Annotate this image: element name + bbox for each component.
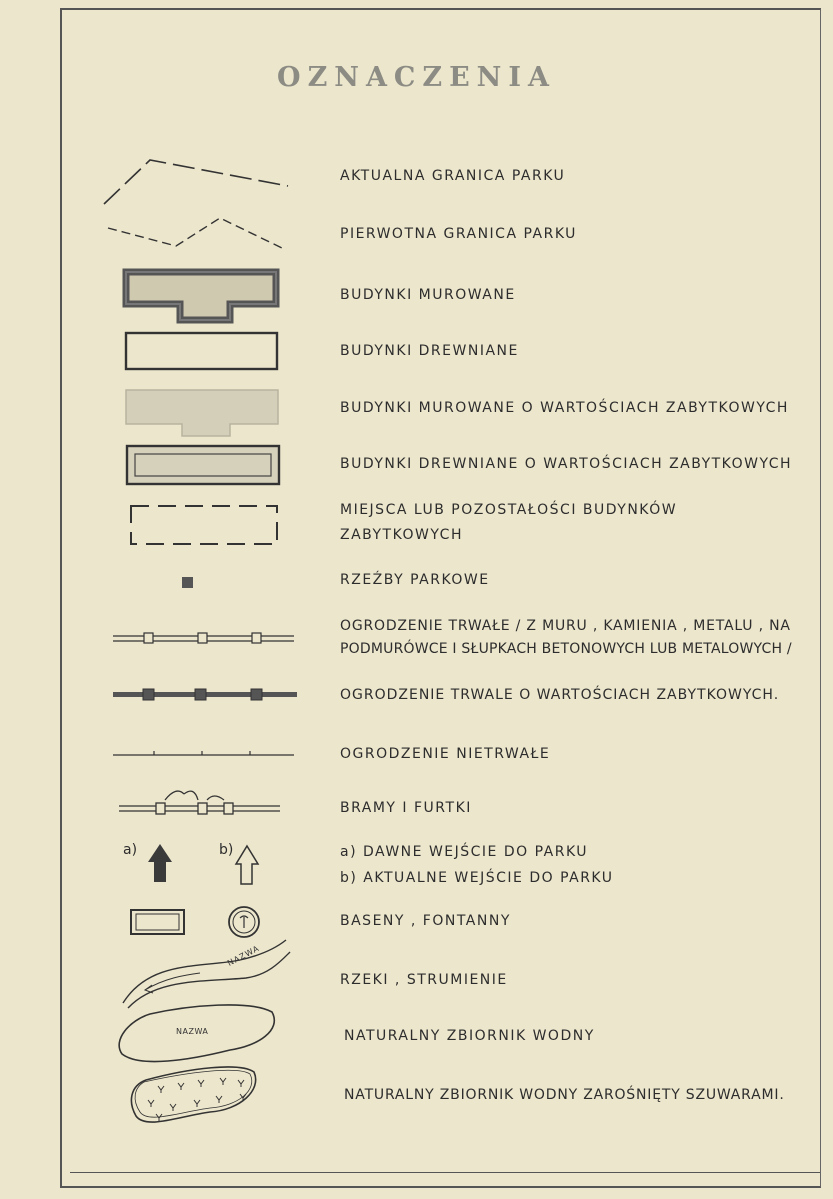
reed-pond-icon <box>131 1067 255 1122</box>
label-temporary-fence: OGRODZENIE NIETRWAŁE <box>340 746 551 762</box>
temporary-fence-icon <box>113 751 294 755</box>
historic-brick-building-icon <box>126 390 278 436</box>
historic-wooden-building-icon <box>127 446 279 484</box>
current-park-boundary-icon <box>104 160 288 204</box>
river-name-text: NAZWA <box>226 943 262 968</box>
entrance-mark-b: b) <box>219 842 234 858</box>
label-current-entrance: b) AKTUALNE WEJŚCIE DO PARKU <box>340 870 614 886</box>
brick-building-icon <box>126 272 276 320</box>
label-pools-fountains: BASENY , FONTANNY <box>340 913 511 929</box>
entrance-arrows-icon <box>148 844 258 884</box>
label-historic-building-remains: MIEJSCA LUB POZOSTAŁOŚCI BUDYNKÓW <box>340 502 678 518</box>
label-reed-pond: NATURALNY ZBIORNIK WODNY ZAROŚNIĘTY SZUWARAMI. <box>344 1087 785 1103</box>
label-historic-brick-buildings: BUDYNKI MUROWANE O WARTOŚCIACH ZABYTKOWYCH <box>340 400 789 416</box>
park-sculpture-icon <box>182 577 193 588</box>
label-current-park-boundary: AKTUALNA GRANICA PARKU <box>340 168 566 184</box>
historic-permanent-fence-icon <box>113 689 297 700</box>
gates-icon <box>119 791 280 814</box>
pond-name-text: NAZWA <box>176 1027 209 1036</box>
label-natural-pond: NATURALNY ZBIORNIK WODNY <box>344 1028 595 1044</box>
pool-fountain-icon <box>131 907 259 937</box>
label-historic-permanent-fence: OGRODZENIE TRWALE O WARTOŚCIACH ZABYTKOWYCH. <box>340 687 780 703</box>
river-stream-icon <box>123 940 290 1008</box>
label-original-park-boundary: PIERWOTNA GRANICA PARKU <box>340 226 577 242</box>
label-brick-buildings: BUDYNKI MUROWANE <box>340 287 516 303</box>
permanent-fence-icon <box>113 633 294 643</box>
label-wooden-buildings: BUDYNKI DREWNIANE <box>340 343 519 359</box>
label-former-entrance: a) DAWNE WEJŚCIE DO PARKU <box>340 844 589 860</box>
original-park-boundary-icon <box>108 218 282 248</box>
label-gates: BRAMY I FURTKI <box>340 800 472 816</box>
label-historic-building-remains-line2: ZABYTKOWYCH <box>340 527 463 543</box>
label-park-sculptures: RZEŹBY PARKOWE <box>340 572 490 588</box>
entrance-mark-a: a) <box>123 842 138 858</box>
wooden-building-icon <box>126 333 277 369</box>
historic-building-remains-icon <box>131 506 277 544</box>
legend-title: OZNACZENIA <box>277 62 556 93</box>
label-rivers-streams: RZEKI , STRUMIENIE <box>340 972 508 988</box>
label-historic-wooden-buildings: BUDYNKI DREWNIANE O WARTOŚCIACH ZABYTKOWYCH <box>340 456 793 472</box>
label-permanent-fence: OGRODZENIE TRWAŁE / Z MURU , KAMIENIA , METALU , NA <box>340 618 791 634</box>
label-permanent-fence-line2: PODMURÓWCE I SŁUPKACH BETONOWYCH LUB METALOWYCH / <box>340 641 792 657</box>
